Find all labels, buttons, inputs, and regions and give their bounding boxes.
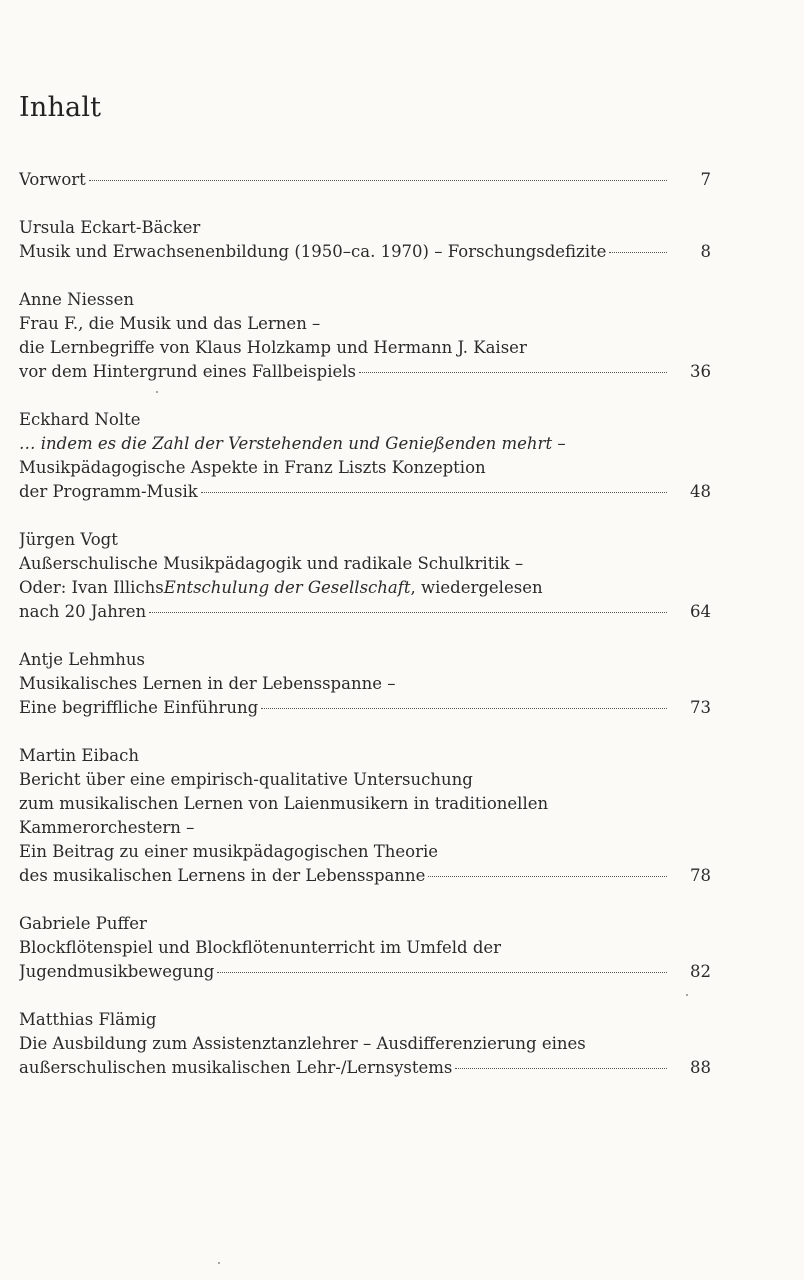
entry-title-line: [19, 312, 711, 336]
toc-entry-eibach[interactable]: [19, 864, 711, 888]
author-name: Antje Lehmhus: [19, 650, 146, 669]
dot-leader: [609, 252, 667, 253]
toc-entry-eckart-baecker[interactable]: [19, 240, 711, 264]
entry-author: [19, 744, 711, 768]
scan-speck: [218, 1262, 220, 1264]
entry-title-line: [19, 792, 711, 816]
entry-title: zum musikalischen Lernen von Laienmusikern in traditionellen: [19, 794, 549, 813]
entry-title-line: [19, 672, 711, 696]
entry-title: … indem es die Zahl der Verstehenden und Genießenden mehrt –: [19, 434, 566, 453]
dot-leader: [149, 612, 667, 613]
entry-title: Oder: Ivan Illichs: [19, 578, 164, 597]
page-number: 48: [690, 482, 711, 501]
entry-title: Musikpädagogische Aspekte in Franz Liszts Konzeption: [19, 458, 486, 477]
entry-title: Frau F., die Musik und das Lernen –: [19, 314, 321, 333]
entry-title: nach 20 Jahren: [19, 602, 147, 621]
entry-title-line: [19, 336, 711, 360]
page-number: 78: [690, 866, 711, 885]
entry-title: die Lernbegriffe von Klaus Holzkamp und Hermann J. Kaiser: [19, 338, 527, 357]
author-name: Ursula Eckart-Bäcker: [19, 218, 201, 237]
author-name: Eckhard Nolte: [19, 410, 141, 429]
entry-author: [19, 912, 711, 936]
page-number: 7: [700, 170, 711, 189]
entry-title-line: [19, 936, 711, 960]
page-number: 64: [690, 602, 711, 621]
author-name: Matthias Flämig: [19, 1010, 157, 1029]
entry-author: [19, 408, 711, 432]
entry-title: des musikalischen Lernens in der Lebensspanne: [19, 866, 426, 885]
entry-title-line: [19, 768, 711, 792]
page-title: Inhalt: [19, 92, 102, 123]
entry-title: vor dem Hintergrund eines Fallbeispiels: [19, 362, 356, 381]
entry-title-line: [19, 552, 711, 576]
page-number: 82: [690, 962, 711, 981]
entry-title: Eine begriffliche Einführung: [19, 698, 259, 717]
entry-title-italic: Entschulung der Gesellschaft: [163, 578, 411, 597]
entry-title: Vorwort: [19, 170, 86, 189]
entry-title: Außerschulische Musikpädagogik und radikale Schulkritik –: [19, 554, 524, 573]
entry-title: Blockflötenspiel und Blockflötenunterricht im Umfeld der: [19, 938, 502, 957]
entry-title: Musikalisches Lernen in der Lebensspanne –: [19, 674, 396, 693]
author-name: Gabriele Puffer: [19, 914, 147, 933]
entry-title-line: [19, 816, 711, 840]
entry-title-line: [19, 576, 711, 600]
entry-author: [19, 288, 711, 312]
dot-leader: [428, 876, 667, 877]
dot-leader: [261, 708, 667, 709]
entry-author: [19, 216, 711, 240]
scan-speck: [686, 994, 688, 996]
toc-entry-flaemig[interactable]: [19, 1056, 711, 1080]
entry-title-line: [19, 456, 711, 480]
dot-leader: [201, 492, 667, 493]
author-name: Martin Eibach: [19, 746, 139, 765]
entry-title-line: [19, 432, 711, 456]
entry-title-line: [19, 840, 711, 864]
entry-title: Musik und Erwachsenenbildung (1950–ca. 1970) – Forschungsdefizite: [19, 242, 607, 261]
entry-title: , wiedergelesen: [410, 578, 543, 597]
author-name: Anne Niessen: [19, 290, 134, 309]
scan-speck: [156, 391, 158, 393]
dot-leader: [359, 372, 667, 373]
dot-leader: [217, 972, 667, 973]
toc-entry-nolte[interactable]: [19, 480, 711, 504]
entry-title: außerschulischen musikalischen Lehr-/Lernsystems: [19, 1058, 453, 1077]
dot-leader: [89, 180, 667, 181]
page-number: 88: [690, 1058, 711, 1077]
entry-title: Ein Beitrag zu einer musikpädagogischen Theorie: [19, 842, 439, 861]
entry-author: [19, 648, 711, 672]
toc-entry-puffer[interactable]: [19, 960, 711, 984]
entry-title: Kammerorchestern –: [19, 818, 195, 837]
entry-title: Bericht über eine empirisch-qualitative Untersuchung: [19, 770, 473, 789]
page-number: 73: [690, 698, 711, 717]
toc-entry-niessen[interactable]: [19, 360, 711, 384]
entry-author: [19, 1008, 711, 1032]
author-name: Jürgen Vogt: [19, 530, 118, 549]
entry-title-line: [19, 1032, 711, 1056]
entry-title: Jugendmusikbewegung: [19, 962, 215, 981]
entry-author: [19, 528, 711, 552]
toc-entry-lehmhus[interactable]: [19, 696, 711, 720]
dot-leader: [455, 1068, 667, 1069]
toc-entry-vogt[interactable]: [19, 600, 711, 624]
entry-title: der Programm-Musik: [19, 482, 198, 501]
entry-title: Die Ausbildung zum Assistenztanzlehrer – Ausdifferenzierung eines: [19, 1034, 586, 1053]
page-number: 36: [690, 362, 711, 381]
toc-entry-vorwort[interactable]: [19, 168, 711, 192]
page-number: 8: [700, 242, 711, 261]
